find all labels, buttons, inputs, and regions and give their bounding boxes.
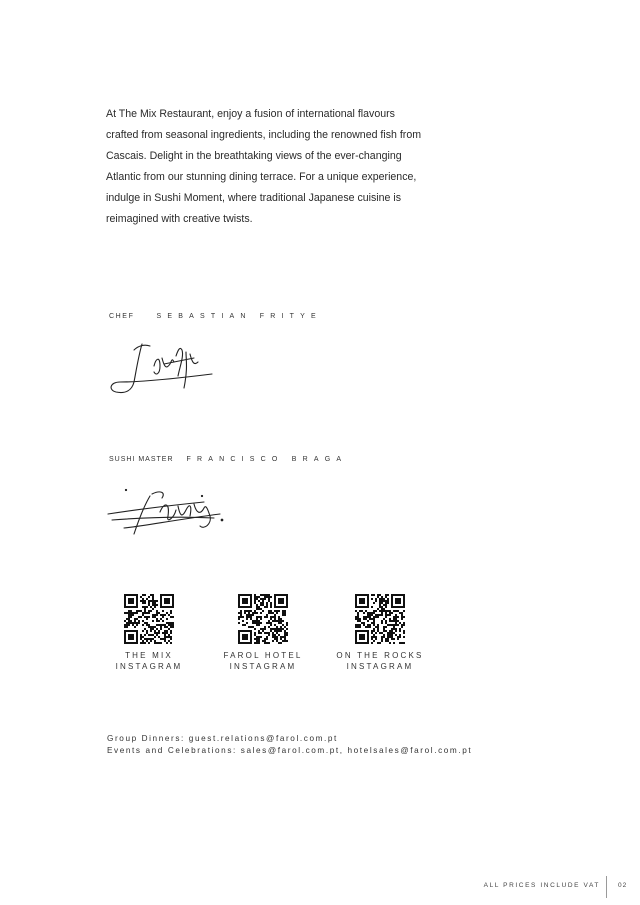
page-number: 02 (618, 882, 628, 889)
qr-caption (99, 650, 199, 672)
qr-caption-line1: THE MIX (125, 651, 173, 660)
chef-name: SEBASTIAN FRITYE (156, 313, 322, 320)
sushi-master-role: SUSHI MASTER (109, 456, 174, 463)
chef-role: CHEF (109, 313, 135, 320)
intro-line: crafted from seasonal ingredients, including the renowned fish from (106, 129, 422, 141)
sushi-master-signature (104, 476, 229, 546)
qr-code-on-the-rocks[interactable] (355, 594, 405, 644)
qr-caption-line2: INSTAGRAM (229, 662, 297, 671)
sushi-master-name: FRANCISCO BRAGA (186, 456, 348, 463)
intro-line: Atlantic from our stunning dining terrace. For a unique experience, (106, 171, 417, 183)
intro-line: Cascais. Delight in the breathtaking views of the ever-changing (106, 150, 402, 162)
qr-code-farol-hotel[interactable] (238, 594, 288, 644)
intro-line: At The Mix Restaurant, enjoy a fusion of international flavours (106, 108, 395, 120)
footer-divider (606, 876, 607, 898)
qr-block-the-mix[interactable] (99, 594, 199, 672)
chef-signature (104, 336, 224, 406)
qr-caption (213, 650, 313, 672)
qr-block-on-the-rocks[interactable] (330, 594, 430, 672)
qr-caption-line1: ON THE ROCKS (336, 651, 424, 660)
vat-notice: ALL PRICES INCLUDE VAT (483, 882, 600, 889)
group-dinners-contact: Group Dinners: guest.relations@farol.com.pt (107, 734, 338, 743)
qr-caption-line2: INSTAGRAM (115, 662, 183, 671)
intro-line: reimagined with creative twists. (106, 213, 253, 225)
contact-info (107, 733, 472, 757)
qr-caption-line1: FAROL HOTEL (223, 651, 303, 660)
events-contact: Events and Celebrations: sales@farol.com.pt, hotelsales@farol.com.pt (107, 746, 473, 755)
intro-paragraph (106, 104, 476, 230)
intro-line: indulge in Sushi Moment, where traditional Japanese cuisine is (106, 192, 402, 204)
qr-caption (330, 650, 430, 672)
qr-caption-line2: INSTAGRAM (346, 662, 414, 671)
chef-credit (109, 313, 322, 320)
sushi-master-credit (109, 456, 347, 463)
qr-code-the-mix[interactable] (124, 594, 174, 644)
qr-block-farol-hotel[interactable] (213, 594, 313, 672)
